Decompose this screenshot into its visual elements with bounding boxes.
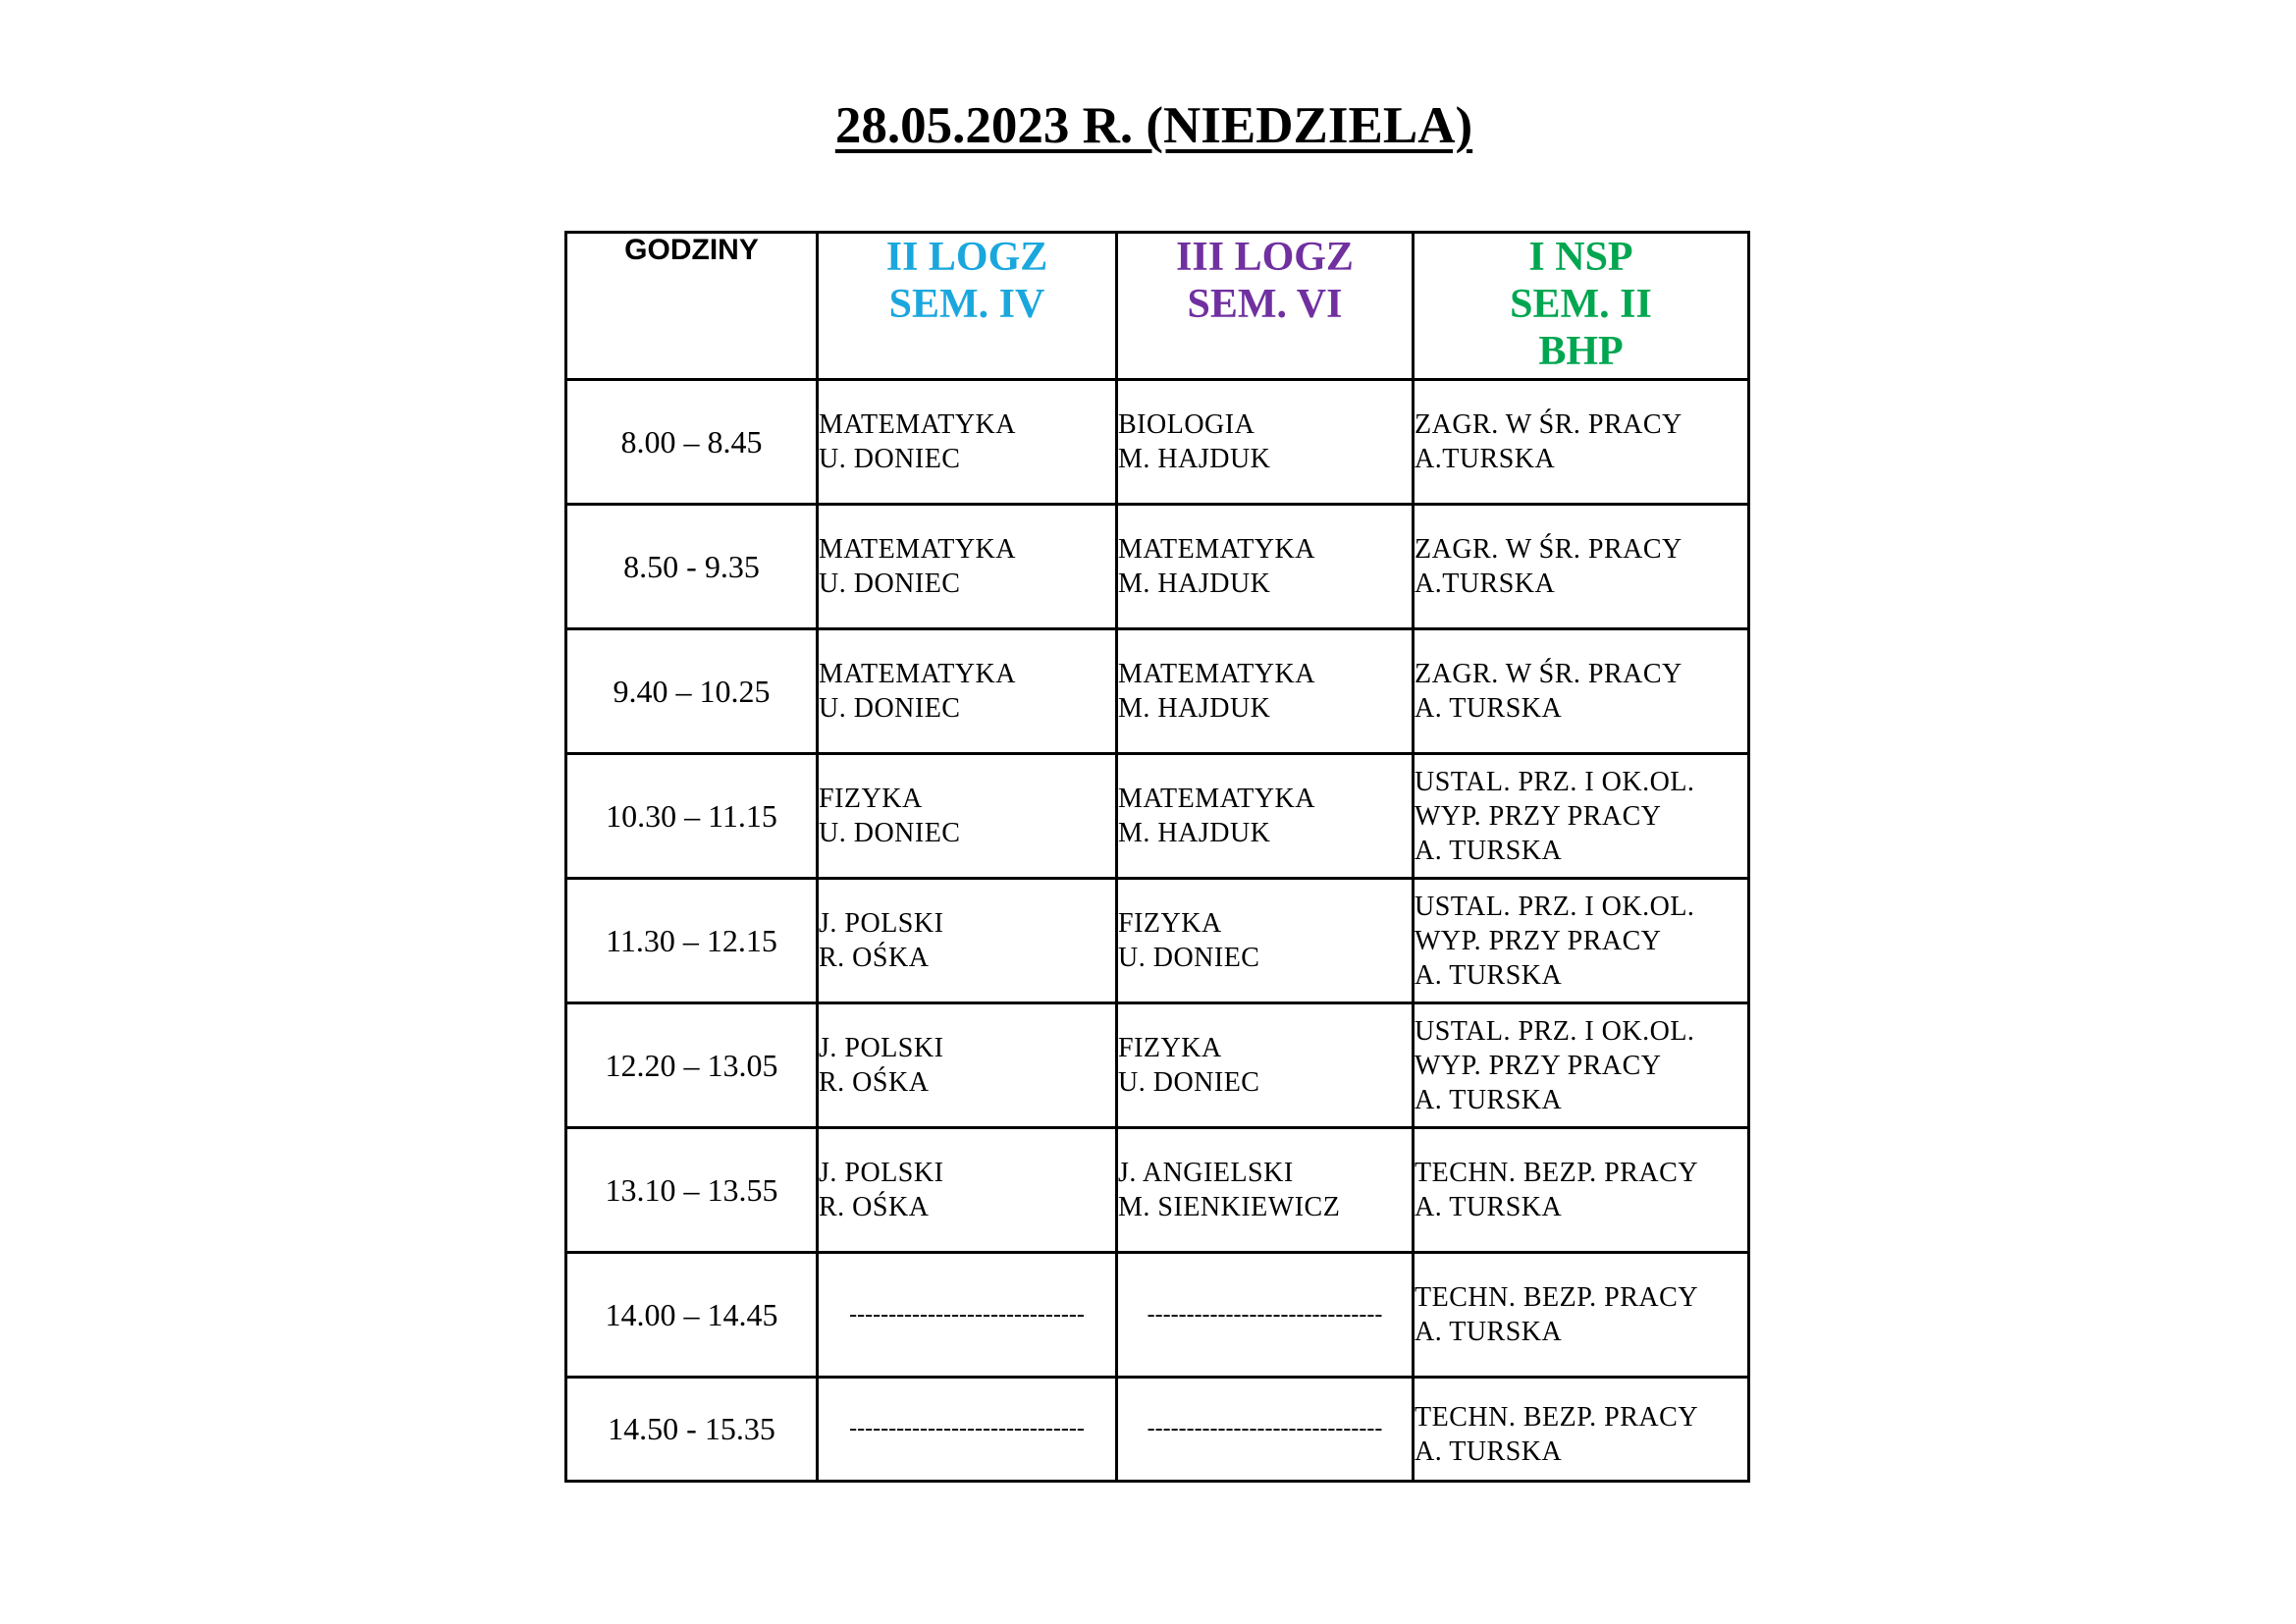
teacher: A. TURSKA bbox=[1415, 693, 1563, 724]
subject: ZAGR. W ŚR. PRACY bbox=[1415, 659, 1682, 689]
subject-line-2: WYP. PRZY PRACY bbox=[1415, 800, 1662, 832]
subject: ZAGR. W ŚR. PRACY bbox=[1415, 409, 1682, 440]
time-slot: 11.30 – 12.15 bbox=[566, 879, 818, 1003]
time-slot: 8.50 - 9.35 bbox=[566, 505, 818, 629]
time-slot: 9.40 – 10.25 bbox=[566, 629, 818, 754]
subject: J. POLSKI bbox=[819, 1033, 944, 1063]
group-header-line: I NSP bbox=[1528, 235, 1633, 280]
group-header-line: BHP bbox=[1538, 329, 1624, 374]
subject: TECHN. BEZP. PRACY bbox=[1415, 1402, 1699, 1433]
subject: FIZYKA bbox=[1118, 908, 1222, 939]
class-cell bbox=[818, 879, 1117, 1003]
class-cell bbox=[1117, 505, 1414, 629]
teacher: U. DONIEC bbox=[819, 818, 961, 848]
subject: BIOLOGIA bbox=[1118, 409, 1255, 440]
teacher: M. HAJDUK bbox=[1118, 444, 1271, 474]
subject-line-2: WYP. PRZY PRACY bbox=[1415, 1050, 1662, 1081]
group-header-i-nsp bbox=[1414, 233, 1749, 380]
teacher: A. TURSKA bbox=[1415, 1436, 1563, 1467]
class-cell bbox=[818, 1003, 1117, 1128]
table-row bbox=[566, 1128, 1749, 1253]
group-header-line: II LOGZ bbox=[885, 235, 1048, 280]
class-cell bbox=[1414, 1003, 1749, 1128]
empty-cell: ------------------------------ bbox=[818, 1253, 1117, 1378]
subject: FIZYKA bbox=[1118, 1033, 1222, 1063]
time-slot: 14.50 - 15.35 bbox=[566, 1378, 818, 1482]
empty-cell: ------------------------------ bbox=[1117, 1378, 1414, 1482]
teacher: A.TURSKA bbox=[1415, 568, 1556, 599]
table-row bbox=[566, 754, 1749, 879]
class-cell bbox=[1414, 505, 1749, 629]
teacher: A. TURSKA bbox=[1415, 835, 1563, 866]
group-header-iii-logz bbox=[1117, 233, 1414, 380]
class-cell bbox=[818, 380, 1117, 505]
subject: J. ANGIELSKI bbox=[1118, 1158, 1294, 1188]
subject: TECHN. BEZP. PRACY bbox=[1415, 1158, 1699, 1188]
empty-cell: ------------------------------ bbox=[818, 1378, 1117, 1482]
class-cell bbox=[818, 629, 1117, 754]
teacher: R. OŚKA bbox=[819, 943, 930, 973]
time-slot: 14.00 – 14.45 bbox=[566, 1253, 818, 1378]
subject: MATEMATYKA bbox=[1118, 784, 1315, 814]
teacher: M. HAJDUK bbox=[1118, 818, 1271, 848]
subject: MATEMATYKA bbox=[819, 659, 1016, 689]
subject: MATEMATYKA bbox=[1118, 534, 1315, 565]
teacher: A. TURSKA bbox=[1415, 959, 1563, 991]
teacher: U. DONIEC bbox=[1118, 1067, 1260, 1098]
class-cell bbox=[1414, 1128, 1749, 1253]
subject-line-2: WYP. PRZY PRACY bbox=[1415, 925, 1662, 956]
subject: USTAL. PRZ. I OK.OL. bbox=[1415, 891, 1695, 922]
class-cell bbox=[1414, 629, 1749, 754]
teacher: M. HAJDUK bbox=[1118, 568, 1271, 599]
table-row bbox=[566, 879, 1749, 1003]
subject: TECHN. BEZP. PRACY bbox=[1415, 1282, 1699, 1313]
teacher: U. DONIEC bbox=[1118, 943, 1260, 973]
schedule-table bbox=[564, 231, 1750, 1483]
subject: USTAL. PRZ. I OK.OL. bbox=[1415, 1015, 1695, 1047]
class-cell bbox=[1117, 380, 1414, 505]
hours-header: GODZINY bbox=[566, 233, 818, 380]
table-row bbox=[566, 380, 1749, 505]
class-cell bbox=[1414, 754, 1749, 879]
class-cell bbox=[1117, 879, 1414, 1003]
class-cell bbox=[1414, 380, 1749, 505]
teacher: A. TURSKA bbox=[1415, 1317, 1563, 1347]
class-cell bbox=[1117, 754, 1414, 879]
page-title: 28.05.2023 R. (NIEDZIELA) bbox=[834, 97, 1473, 154]
class-cell bbox=[1117, 629, 1414, 754]
subject: FIZYKA bbox=[819, 784, 923, 814]
time-slot: 12.20 – 13.05 bbox=[566, 1003, 818, 1128]
group-header-ii-logz bbox=[818, 233, 1117, 380]
class-cell bbox=[1117, 1003, 1414, 1128]
subject: J. POLSKI bbox=[819, 908, 944, 939]
subject: ZAGR. W ŚR. PRACY bbox=[1415, 534, 1682, 565]
empty-cell: ------------------------------ bbox=[1117, 1253, 1414, 1378]
table-row bbox=[566, 1378, 1749, 1482]
subject: USTAL. PRZ. I OK.OL. bbox=[1415, 766, 1695, 797]
subject: MATEMATYKA bbox=[819, 534, 1016, 565]
table-row bbox=[566, 1253, 1749, 1378]
table-row bbox=[566, 1003, 1749, 1128]
time-slot: 13.10 – 13.55 bbox=[566, 1128, 818, 1253]
subject: MATEMATYKA bbox=[1118, 659, 1315, 689]
teacher: M. HAJDUK bbox=[1118, 693, 1271, 724]
class-cell bbox=[1414, 1253, 1749, 1378]
time-slot: 8.00 – 8.45 bbox=[566, 380, 818, 505]
time-slot: 10.30 – 11.15 bbox=[566, 754, 818, 879]
teacher: A. TURSKA bbox=[1415, 1084, 1563, 1115]
class-cell bbox=[818, 754, 1117, 879]
teacher: R. OŚKA bbox=[819, 1067, 930, 1098]
teacher: A. TURSKA bbox=[1415, 1192, 1563, 1222]
table-row bbox=[566, 505, 1749, 629]
subject: MATEMATYKA bbox=[819, 409, 1016, 440]
header-row bbox=[566, 233, 1749, 380]
subject: J. POLSKI bbox=[819, 1158, 944, 1188]
teacher: U. DONIEC bbox=[819, 444, 961, 474]
class-cell bbox=[818, 505, 1117, 629]
class-cell bbox=[1414, 879, 1749, 1003]
group-header-line: SEM. II bbox=[1510, 282, 1652, 327]
group-header-line: SEM. IV bbox=[888, 282, 1045, 327]
teacher: U. DONIEC bbox=[819, 568, 961, 599]
teacher: M. SIENKIEWICZ bbox=[1118, 1192, 1341, 1222]
class-cell bbox=[818, 1128, 1117, 1253]
group-header-line: III LOGZ bbox=[1176, 235, 1354, 280]
teacher: U. DONIEC bbox=[819, 693, 961, 724]
table-row bbox=[566, 629, 1749, 754]
teacher: R. OŚKA bbox=[819, 1192, 930, 1222]
class-cell bbox=[1117, 1128, 1414, 1253]
teacher: A.TURSKA bbox=[1415, 444, 1556, 474]
class-cell bbox=[1414, 1378, 1749, 1482]
group-header-line: SEM. VI bbox=[1187, 282, 1343, 327]
